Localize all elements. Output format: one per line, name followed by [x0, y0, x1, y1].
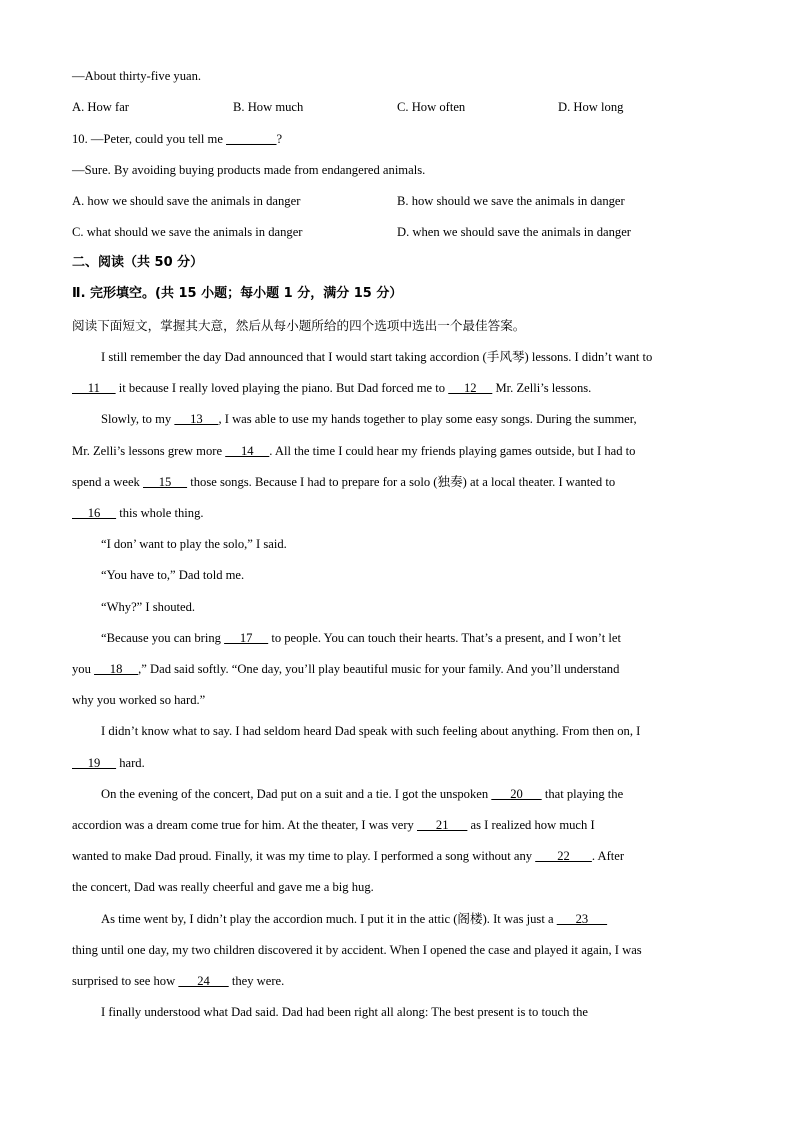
passage-line: I finally understood what Dad said. Dad had been right all along: The best present is to touch the	[101, 1005, 588, 1019]
passage-text: as I realized how much I	[467, 818, 595, 832]
passage-text: ,” Dad said softly. “One day, you’ll play beautiful music for your family. And you’ll understand	[138, 662, 620, 676]
passage-text: spend a week	[72, 475, 143, 489]
passage-line: I didn’t know what to say. I had seldom heard Dad speak with such feeling about anything. From then on, I	[101, 724, 641, 738]
blank-11: 11	[72, 381, 116, 395]
passage-line	[101, 786, 623, 802]
passage-text: they were.	[228, 974, 285, 988]
q10-option-a[interactable]: A. how we should save the animals in danger	[72, 194, 301, 208]
passage-text: On the evening of the concert, Dad put on a suit and a tie. I got the unspoken	[101, 787, 492, 801]
blank-13: 13	[174, 412, 219, 426]
passage-text: that playing the	[541, 787, 624, 801]
q10-stem	[72, 131, 282, 147]
q10-reply: —Sure. By avoiding buying products made from endangered animals.	[72, 163, 426, 177]
passage-text: those songs. Because I had to prepare for a solo (独奏) at a local theater. I wanted to	[187, 475, 616, 489]
passage-line	[72, 474, 615, 490]
passage-line: I still remember the day Dad announced that I would start taking accordion (手风琴) lessons. I didn’t want to	[101, 350, 653, 364]
instruction: 阅读下面短文，掌握其大意，然后从每小题所给的四个选项中选出一个最佳答案。	[72, 318, 526, 333]
passage-text: . All the time I could hear my friends playing games outside, but I had to	[269, 444, 636, 458]
passage-text: surprised to see how	[72, 974, 179, 988]
passage-text: hard.	[116, 756, 145, 770]
passage-text: this whole thing.	[116, 506, 204, 520]
q9-option-c[interactable]: C. How often	[397, 100, 466, 114]
passage-text: accordion was a dream come true for him. At the theater, I was very	[72, 818, 417, 832]
passage-text: “Because you can bring	[101, 631, 225, 645]
blank-15: 15	[143, 475, 188, 489]
passage-line: the concert, Dad was really cheerful and gave me a big hug.	[72, 880, 374, 894]
q10-option-b[interactable]: B. how should we save the animals in danger	[397, 194, 625, 208]
q9-answer-line: —About thirty-five yuan.	[72, 69, 202, 83]
q9-option-b[interactable]: B. How much	[233, 100, 304, 114]
q9-option-a[interactable]: A. How far	[72, 100, 130, 114]
passage-line	[72, 848, 624, 864]
q10-stem-end: ?	[276, 132, 283, 146]
q10-option-d[interactable]: D. when we should save the animals in danger	[397, 225, 631, 239]
q10-stem-text: 10. —Peter, could you tell me	[72, 132, 227, 146]
blank-23: 23	[556, 912, 608, 926]
passage-line	[72, 755, 145, 771]
passage-text: you	[72, 662, 95, 676]
blank-14: 14	[225, 444, 270, 458]
q9-option-d[interactable]: D. How long	[558, 100, 624, 114]
passage-text: Slowly, to my	[101, 412, 175, 426]
passage-text: to people. You can touch their hearts. That’s a present, and I won’t let	[268, 631, 621, 645]
passage-text: , I was able to use my hands together to play some easy songs. During the summer,	[218, 412, 637, 426]
q10-blank: ________	[226, 132, 277, 146]
passage-line: “I don’ want to play the solo,” I said.	[101, 537, 287, 551]
blank-19: 19	[72, 756, 117, 770]
section-title: 二、阅读（共 50 分）	[72, 255, 204, 270]
passage-line: “Why?” I shouted.	[101, 600, 196, 614]
blank-18: 18	[94, 662, 139, 676]
passage-line	[101, 411, 637, 427]
blank-16: 16	[72, 506, 117, 520]
passage-text: As time went by, I didn’t play the accordion much. I put it in the attic (阁楼). It was just a	[101, 912, 557, 926]
passage-line: “You have to,” Dad told me.	[101, 568, 245, 582]
blank-17: 17	[224, 631, 269, 645]
passage-line	[72, 817, 595, 833]
passage-line	[101, 630, 621, 646]
q10-option-c[interactable]: C. what should we save the animals in danger	[72, 225, 303, 239]
blank-21: 21	[417, 818, 468, 832]
passage-text: Mr. Zelli’s lessons.	[492, 381, 592, 395]
passage-line	[101, 911, 607, 927]
blank-24: 24	[178, 974, 229, 988]
passage-line	[72, 380, 591, 396]
passage-line	[72, 443, 635, 459]
passage-line	[72, 661, 619, 677]
passage-line	[72, 973, 284, 989]
passage-text: Mr. Zelli’s lessons grew more	[72, 444, 226, 458]
passage-text: wanted to make Dad proud. Finally, it was my time to play. I performed a song without any	[72, 849, 536, 863]
part-title: Ⅱ. 完形填空。(共 15 小题；每小题 1 分，满分 15 分）	[72, 286, 403, 301]
passage-line	[72, 505, 204, 521]
passage-line: why you worked so hard.”	[72, 693, 206, 707]
passage-text: it because I really loved playing the piano. But Dad forced me to	[115, 381, 449, 395]
blank-20: 20	[491, 787, 542, 801]
blank-22: 22	[535, 849, 592, 863]
passage-text: . After	[591, 849, 625, 863]
blank-12: 12	[448, 381, 493, 395]
passage-line: thing until one day, my two children discovered it by accident. When I opened the case and played it again, I was	[72, 943, 642, 957]
